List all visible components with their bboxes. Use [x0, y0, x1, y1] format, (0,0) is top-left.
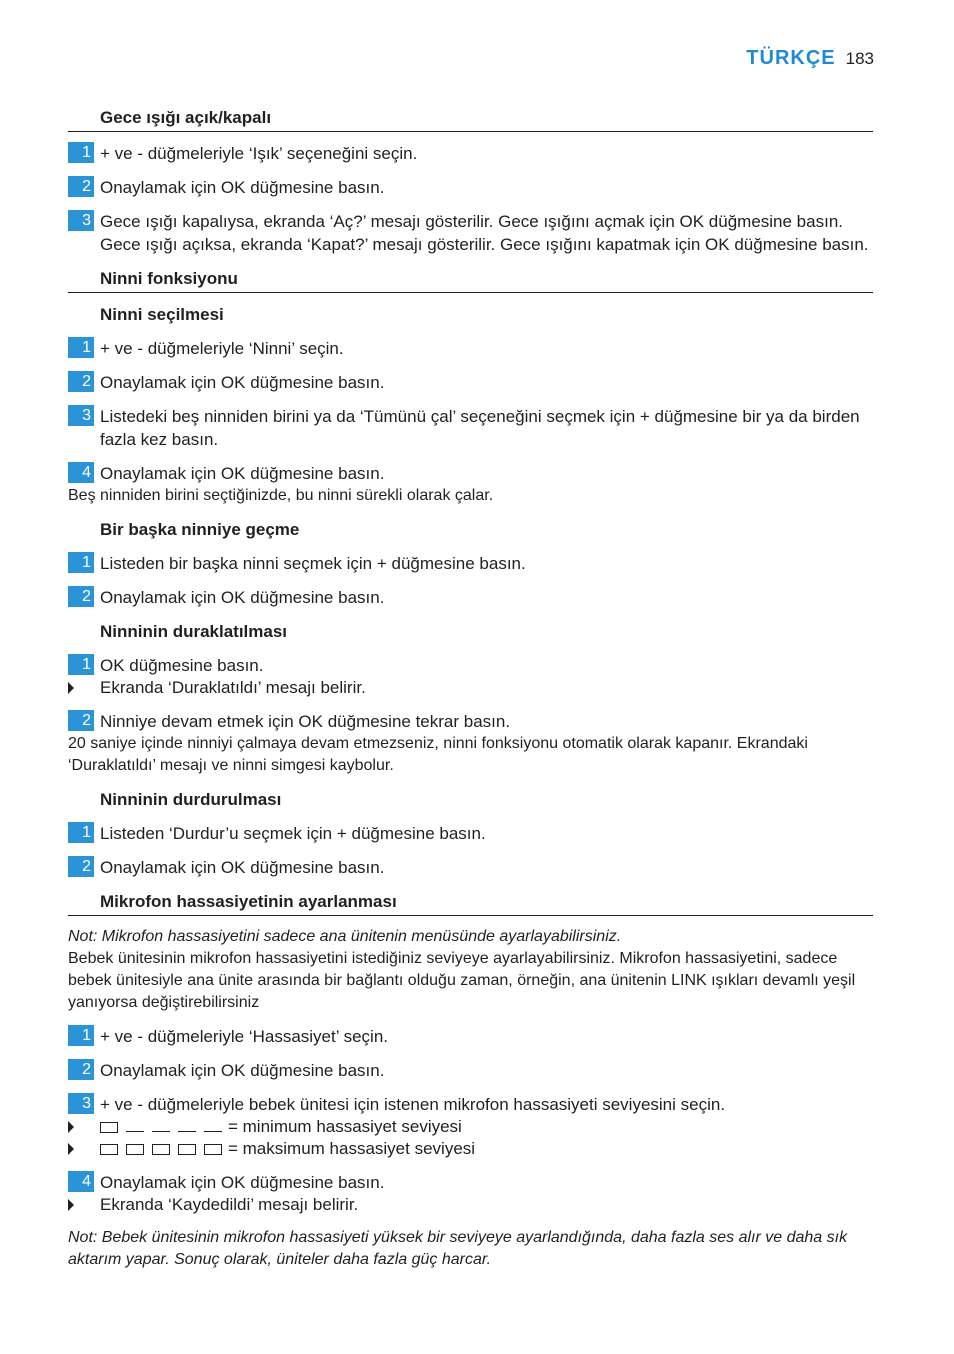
step-number: 1	[68, 822, 94, 843]
step-number: 2	[68, 371, 94, 392]
bullet-icon	[68, 1143, 74, 1155]
step-number: 3	[68, 405, 94, 426]
subsection-title-switch-lullaby: Bir başka ninniye geçme	[100, 520, 300, 539]
section-title-night-light: Gece ışığı açık/kapalı	[68, 106, 873, 132]
step	[68, 337, 873, 360]
page-content	[68, 106, 873, 1282]
step	[68, 142, 873, 165]
step-text: + ve - düğmeleriyle bebek ünitesi için istenen mikrofon hassasiyeti seviyesini seçin.	[100, 1095, 726, 1114]
note-text: Not: Mikrofon hassasiyetini sadece ana ünitenin menüsünde ayarlayabilirsiniz.	[68, 928, 622, 945]
step	[68, 586, 873, 609]
step-text: + ve - düğmeleriyle ‘Hassasiyet’ seçin.	[100, 1027, 389, 1046]
info-text: Beş ninniden birini seçtiğinizde, bu ninni sürekli olarak çalar.	[68, 487, 494, 504]
step	[68, 710, 873, 733]
step-number: 2	[68, 586, 94, 607]
max-level-label: = maksimum hassasiyet seviyesi	[228, 1139, 476, 1158]
step	[68, 405, 873, 451]
step-text: Gece ışığı kapalıysa, ekranda ‘Aç?’ mesajı gösterilir. Gece ışığını açmak için OK düğmesine basın. Gece ışığı açıksa, ekranda ‘Kapat?’ mesajı gösterilir. Gece ışığını kapatmak için OK düğmesine basın.	[100, 212, 869, 254]
bullet-text: Ekranda ‘Duraklatıldı’ mesajı belirir.	[100, 678, 366, 697]
subsection-title-stop-lullaby: Ninninin durdurulması	[100, 790, 282, 809]
step-number: 2	[68, 710, 94, 731]
min-level-bullet	[68, 1116, 873, 1138]
step	[68, 371, 873, 394]
min-level-label: = minimum hassasiyet seviyesi	[228, 1117, 462, 1136]
step-text: Onaylamak için OK düğmesine basın.	[100, 178, 385, 197]
step-number: 1	[68, 142, 94, 163]
step-text: Onaylamak için OK düğmesine basın.	[100, 1061, 385, 1080]
step-text: Listeden bir başka ninni seçmek için + düğmesine basın.	[100, 554, 526, 573]
step	[68, 1171, 873, 1194]
step	[68, 552, 873, 575]
step-text: Onaylamak için OK düğmesine basın.	[100, 588, 385, 607]
max-level-bullet	[68, 1138, 873, 1160]
step-number: 2	[68, 1059, 94, 1080]
step	[68, 462, 873, 485]
info-text: 20 saniye içinde ninniyi çalmaya devam etmezseniz, ninni fonksiyonu otomatik olarak kapanır. Ekrandaki ‘Duraklatıldı’ mesajı ve ninni simgesi kaybolur.	[68, 735, 808, 774]
max-level-indicator-icon	[100, 1144, 222, 1155]
step-number: 2	[68, 176, 94, 197]
step-number: 1	[68, 654, 94, 675]
page-header	[746, 47, 874, 70]
bullet-text: Ekranda ‘Kaydedildi’ mesajı belirir.	[100, 1195, 359, 1214]
step-number: 1	[68, 552, 94, 573]
result-bullet	[68, 1194, 873, 1216]
step-text: + ve - düğmeleriyle ‘Işık’ seçeneğini seçin.	[100, 144, 418, 163]
bullet-icon	[68, 1199, 74, 1211]
step-text: OK düğmesine basın.	[100, 656, 264, 675]
bullet-icon	[68, 682, 74, 694]
step-text: Listeden ‘Durdur’u seçmek için + düğmesine basın.	[100, 824, 486, 843]
section-title-lullaby: Ninni fonksiyonu	[68, 267, 873, 293]
step-text: Onaylamak için OK düğmesine basın.	[100, 373, 385, 392]
step-number: 1	[68, 1025, 94, 1046]
step-text: + ve - düğmeleriyle ‘Ninni’ seçin.	[100, 339, 344, 358]
step-text: Onaylamak için OK düğmesine basın.	[100, 858, 385, 877]
step-text: Onaylamak için OK düğmesine basın.	[100, 464, 385, 483]
step	[68, 210, 873, 256]
step-number: 3	[68, 1093, 94, 1114]
final-note: Not: Bebek ünitesinin mikrofon hassasiyeti yüksek bir seviyeye ayarlandığında, daha fazla ses alır ve daha sık aktarım yapar. Sonuç olarak, üniteler daha fazla güç harcar.	[68, 1229, 848, 1268]
step	[68, 1059, 873, 1082]
step	[68, 654, 873, 677]
step-text: Onaylamak için OK düğmesine basın.	[100, 1173, 385, 1192]
note-block	[68, 926, 873, 1014]
step-text: Listedeki beş ninniden birini ya da ‘Tümünü çal’ seçeneğini seçmek için + düğmesine bir ya da birden fazla kez basın.	[100, 407, 860, 449]
step-number: 4	[68, 1171, 94, 1192]
result-bullet	[68, 677, 873, 699]
step-text: Ninniye devam etmek için OK düğmesine tekrar basın.	[100, 712, 511, 731]
step	[68, 1025, 873, 1048]
step-number: 4	[68, 462, 94, 483]
step-number: 2	[68, 856, 94, 877]
language-label: TÜRKÇE	[746, 47, 836, 69]
step-number: 1	[68, 337, 94, 358]
step	[68, 856, 873, 879]
min-level-indicator-icon	[100, 1122, 222, 1133]
step	[68, 822, 873, 845]
step	[68, 176, 873, 199]
subsection-title-select-lullaby: Ninni seçilmesi	[100, 305, 224, 324]
page-number: 183	[845, 49, 874, 68]
step-number: 3	[68, 210, 94, 231]
section-title-mic-sensitivity: Mikrofon hassasiyetinin ayarlanması	[68, 890, 873, 916]
subsection-title-pause-lullaby: Ninninin duraklatılması	[100, 622, 288, 641]
intro-text: Bebek ünitesinin mikrofon hassasiyetini istediğiniz seviyeye ayarlayabilirsiniz. Mikrofon hassasiyetini, sadece bebek ünitesiyle ana ünite arasında bir bağlantı olduğu zaman, örneğin, ana ünitenin LINK ışıkları devamlı yeşil yanıyorsa değiştirebilirsiniz	[68, 950, 856, 1011]
bullet-icon	[68, 1121, 74, 1133]
step	[68, 1093, 873, 1116]
